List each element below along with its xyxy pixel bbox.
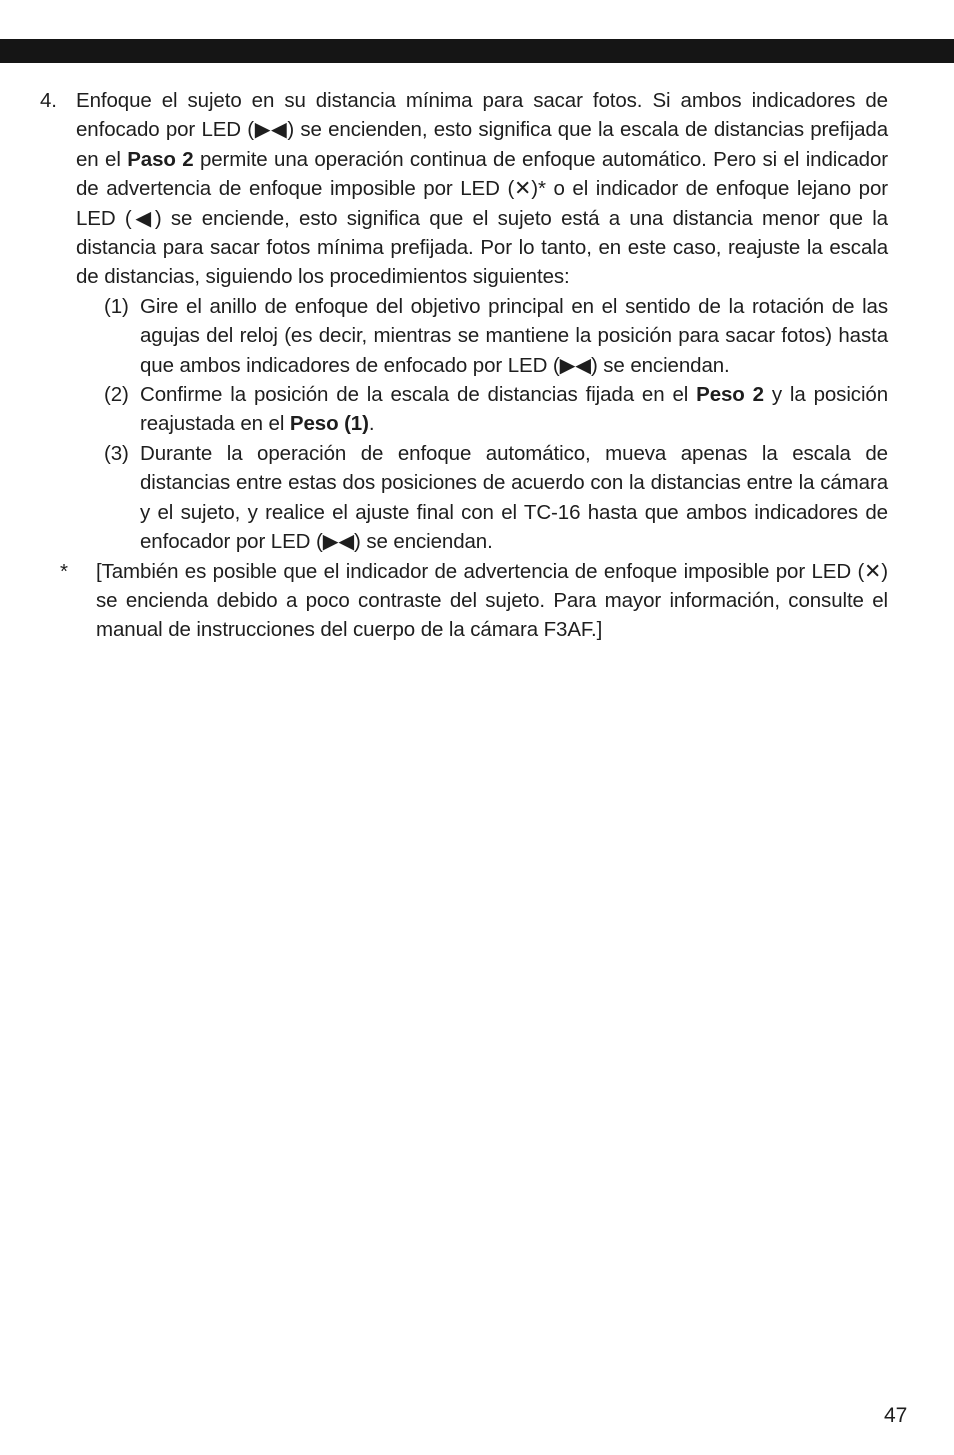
footnote bbox=[40, 557, 888, 645]
step-text: Enfoque el sujeto en su distancia mínima para sacar fotos. Si ambos indicadores de enfocado por LED (▶◀) se encienden, esto significa que la escala de distancias prefijada en el bbox=[76, 89, 888, 171]
substep-text: y la posición reajustada en el bbox=[140, 383, 888, 436]
step-text: permite una operación continua de enfoque automático. Pero si el indicador de advertencia de enfoque imposible por LED (✕)* o el indicador de enfoque lejano por LED (◀) se enciende, esto significa que el sujeto está a una distancia menor que la distancia para sacar fotos mínima prefijada. Por lo tanto, en este caso, reajuste la escala de distancias, siguiendo los procedimientos siguientes: bbox=[76, 147, 888, 289]
instructions-body bbox=[40, 86, 888, 645]
page-number: 47 bbox=[884, 1404, 908, 1427]
substep-text: Confirme la posición de la escala de distancias fijada en el bbox=[140, 383, 697, 407]
substep-2 bbox=[40, 380, 888, 439]
substep-text: . bbox=[368, 412, 375, 436]
substep-number: (2) bbox=[104, 383, 129, 407]
header-bar bbox=[0, 39, 954, 63]
substep-number: (3) bbox=[104, 441, 129, 465]
substep-text: Durante la operación de enfoque automático, mueva apenas la escala de distancias entre estas dos posiciones de acuerdo con la distancias entre la cámara y el sujeto, y realice el ajuste final con el TC-16 hasta que ambos indicadores de enfocador por LED (▶◀) se enciendan. bbox=[140, 441, 888, 554]
substep-number: (1) bbox=[104, 294, 129, 318]
substep-1 bbox=[40, 292, 888, 380]
substep-text: Gire el anillo de enfoque del objetivo principal en el sentido de la rotación de las agujas del reloj (es decir, mientras se mantiene la posición para sacar fotos) hasta que ambos indicadores de enfocado por LED (▶◀) se enciendan. bbox=[140, 294, 888, 377]
substep-3 bbox=[40, 439, 888, 557]
step-emphasis: Paso 2 bbox=[127, 147, 194, 171]
step-number: 4. bbox=[40, 89, 57, 112]
substep-emphasis: Peso 2 bbox=[696, 383, 764, 407]
step-4 bbox=[40, 86, 888, 292]
substep-emphasis: Peso (1) bbox=[289, 412, 369, 436]
footnote-text: [También es posible que el indicador de advertencia de enfoque imposible por LED (✕) se encienda debido a poco contraste del sujeto. Para mayor información, consulte el manual de instrucciones del cuerpo de la cámara F3AF.] bbox=[96, 559, 888, 642]
footnote-marker: * bbox=[60, 559, 68, 583]
